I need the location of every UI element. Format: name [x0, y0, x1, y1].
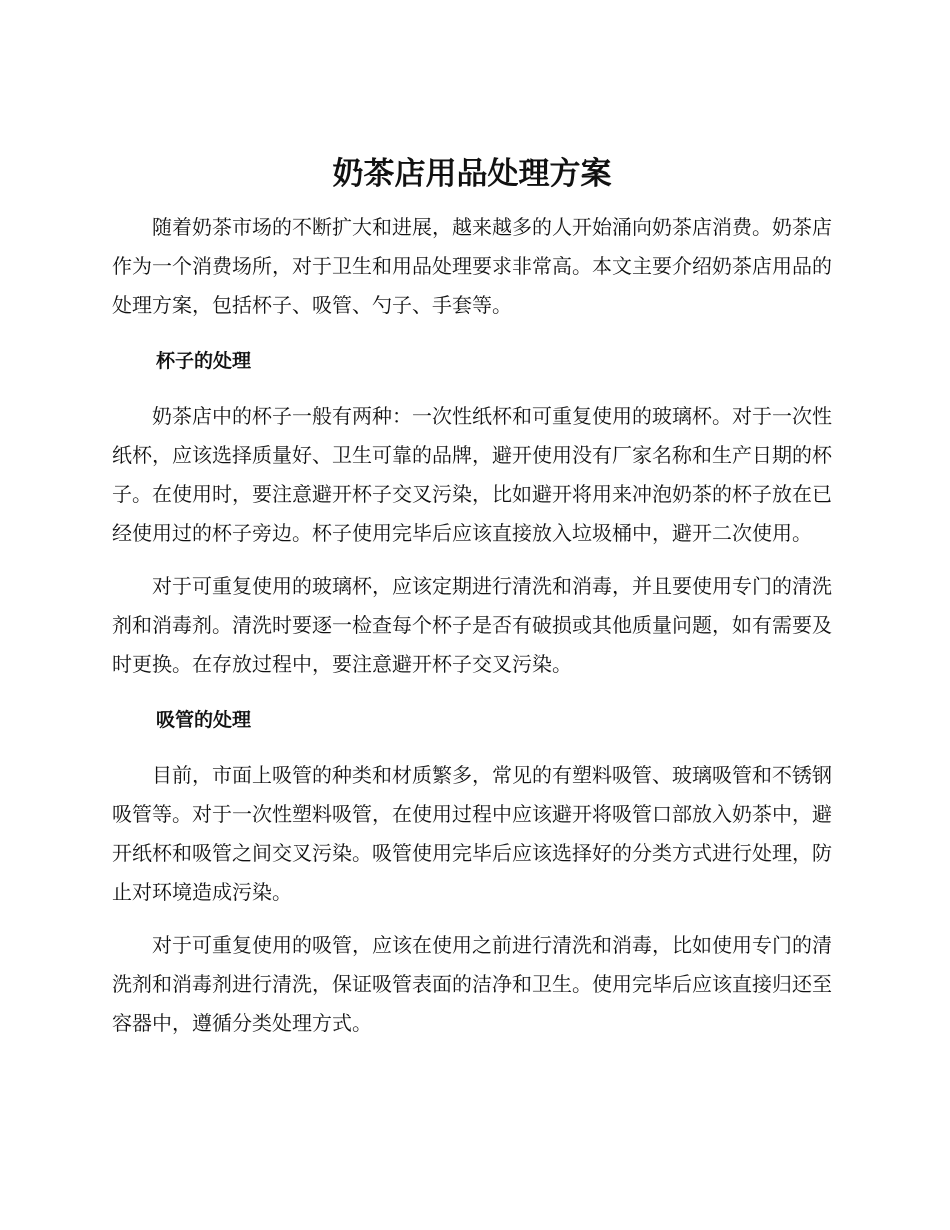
document-title: 奶茶店用品处理方案	[332, 156, 612, 192]
section-cups	[112, 339, 832, 684]
straws-paragraph-1: 目前，市面上吸管的种类和材质繁多，常见的有塑料吸管、玻璃吸管和不锈钢吸管等。对于一次性塑料吸管，在使用过程中应该避开将吸管口部放入奶茶中，避开纸杯和吸管之间交叉污染。吸管使用完毕后应该选择好的分类方式进行处理，防止对环境造成污染。	[112, 763, 832, 904]
document-page	[112, 148, 832, 1057]
section-straws	[112, 698, 832, 1043]
cups-paragraph-1: 奶茶店中的杯子一般有两种：一次性纸杯和可重复使用的玻璃杯。对于一次性纸杯，应该选择质量好、卫生可靠的品牌，避开使用没有厂家名称和生产日期的杯子。在使用时，要注意避开杯子交叉污染，比如避开将用来冲泡奶茶的杯子放在已经使用过的杯子旁边。杯子使用完毕后应该直接放入垃圾桶中，避开二次使用。	[112, 404, 832, 545]
section-heading-cups: 杯子的处理	[156, 350, 252, 372]
intro-paragraph: 随着奶茶市场的不断扩大和进展，越来越多的人开始涌向奶茶店消费。奶茶店作为一个消费场所，对于卫生和用品处理要求非常高。本文主要介绍奶茶店用品的处理方案，包括杯子、吸管、勺子、手套等。	[112, 215, 832, 317]
cups-paragraph-2: 对于可重复使用的玻璃杯，应该定期进行清洗和消毒，并且要使用专门的清洗剂和消毒剂。清洗时要逐一检查每个杯子是否有破损或其他质量问题，如有需要及时更换。在存放过程中，要注意避开杯子交叉污染。	[112, 574, 832, 676]
straws-paragraph-2: 对于可重复使用的吸管，应该在使用之前进行清洗和消毒，比如使用专门的清洗剂和消毒剂进行清洗，保证吸管表面的洁净和卫生。使用完毕后应该直接归还至容器中，遵循分类处理方式。	[112, 933, 832, 1035]
section-heading-straws: 吸管的处理	[156, 709, 252, 731]
